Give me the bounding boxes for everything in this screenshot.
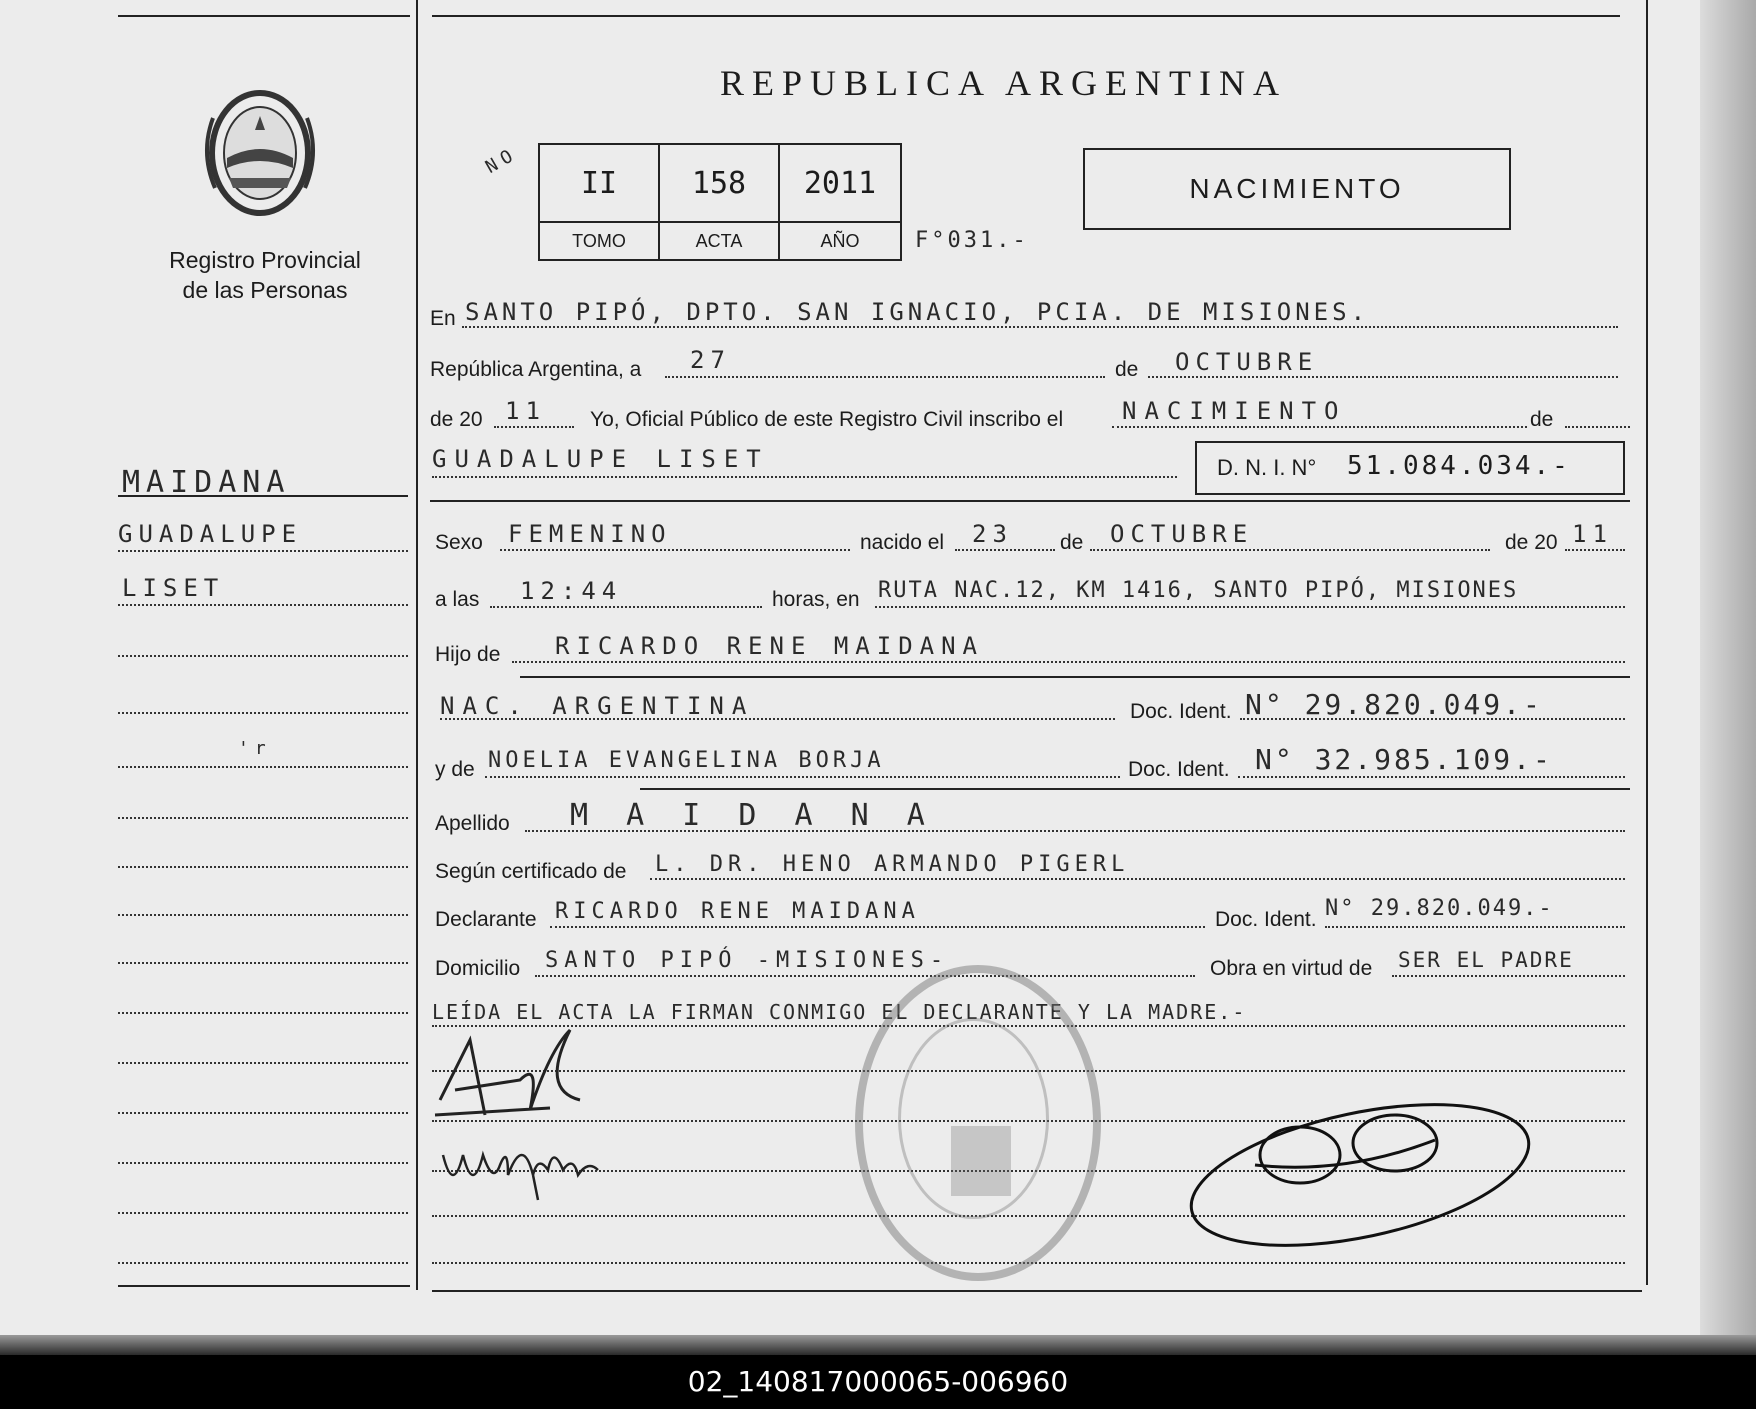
de20-label: de 20	[430, 408, 483, 431]
de20-label-2: de 20	[1505, 531, 1558, 554]
padre-value: RICARDO RENE MAIDANA	[555, 632, 984, 660]
nac-dia-line	[955, 549, 1055, 551]
margin-line	[118, 766, 408, 768]
madre-doc-line	[1238, 776, 1625, 778]
column-divider	[416, 0, 418, 1290]
dia-line	[665, 376, 1105, 378]
de-label-2: de	[1530, 408, 1554, 431]
acta-label: ACTA	[660, 223, 780, 259]
officer-signature	[1185, 1085, 1545, 1255]
mes-line	[1148, 376, 1618, 378]
image-id-caption: 02_140817000065-006960	[0, 1355, 1756, 1409]
tomo-value: II	[540, 145, 660, 223]
anio-label: AÑO	[820, 230, 860, 251]
de-label: de	[1115, 358, 1139, 381]
stamp-inner-ring	[898, 1018, 1049, 1219]
hora-line	[490, 606, 762, 608]
margin-rule-1	[118, 495, 408, 497]
bottom-rule-right	[432, 1290, 1642, 1292]
lugar-nac-line	[875, 606, 1625, 608]
madre-line	[485, 776, 1120, 778]
margin-line-3	[118, 604, 408, 606]
padre-doc-label: Doc. Ident.	[1130, 700, 1232, 723]
dia-value: 27	[690, 346, 731, 374]
stamp-emblem	[951, 1126, 1011, 1196]
alas-label: a las	[435, 588, 480, 611]
lugar-line	[462, 326, 1618, 328]
top-rule-right	[432, 15, 1620, 17]
right-border	[1646, 0, 1648, 1285]
anio-line	[494, 426, 574, 428]
nac-mes-line	[1090, 549, 1490, 551]
margin-line	[118, 1262, 408, 1264]
country-title: REPUBLICA ARGENTINA	[720, 63, 1288, 103]
de-line	[1565, 426, 1630, 428]
margin-line	[118, 1162, 408, 1164]
margin-line	[118, 1012, 408, 1014]
declarante-doc-label: Doc. Ident.	[1215, 908, 1317, 931]
hora-value: 12:44	[520, 577, 623, 605]
dni-box	[1195, 441, 1625, 495]
margin-mark-no: NO	[482, 142, 522, 179]
margin-line	[118, 655, 408, 657]
section-rule-2	[520, 676, 1630, 678]
margin-line	[118, 1112, 408, 1114]
hijo-label: Hijo de	[435, 643, 501, 666]
horas-label: horas, en	[772, 588, 860, 611]
yde-label: y de	[435, 758, 475, 781]
padre-nac-line	[440, 718, 1115, 720]
sexo-line	[500, 549, 850, 551]
office-line-1: Registro Provincial	[169, 247, 361, 273]
de-label-3: de	[1060, 531, 1084, 554]
sexo-label: Sexo	[435, 531, 483, 554]
dni-value: 51.084.034.-	[1347, 451, 1571, 481]
declarante-label: Declarante	[435, 908, 537, 931]
margin-line	[118, 712, 408, 714]
declarante-doc-value: N° 29.820.049.-	[1325, 896, 1554, 921]
madre-doc-label: Doc. Ident.	[1128, 758, 1230, 781]
en-label: En	[430, 307, 456, 330]
nac-mes-value: OCTUBRE	[1110, 520, 1254, 548]
republica-label: República Argentina, a	[430, 358, 642, 381]
mes-value: OCTUBRE	[1175, 348, 1319, 376]
margin-line	[118, 817, 408, 819]
lugar-nac-value: RUTA NAC.12, KM 1416, SANTO PIPÓ, MISIONES	[878, 578, 1519, 603]
nac-anio-line	[1565, 549, 1625, 551]
declarant-signature	[430, 1020, 630, 1140]
padre-doc-value: N° 29.820.049.-	[1245, 688, 1543, 721]
nombre-line	[432, 476, 1177, 478]
margin-surname: MAIDANA	[122, 465, 291, 500]
acta-reference-table	[538, 143, 902, 261]
obra-value: SER EL PADRE	[1398, 948, 1574, 972]
sexo-value: FEMENINO	[508, 520, 672, 548]
madre-doc-value: N° 32.985.109.-	[1255, 743, 1553, 776]
margin-line	[118, 1062, 408, 1064]
dni-label: D. N. I. N°	[1217, 455, 1317, 480]
obra-label: Obra en virtud de	[1210, 957, 1373, 980]
declarante-line	[550, 926, 1205, 928]
record-type-box: NACIMIENTO	[1083, 148, 1511, 230]
margin-mark: 'r	[238, 738, 272, 759]
declarante-doc-line	[1325, 926, 1625, 928]
padre-nac-value: NAC. ARGENTINA	[440, 692, 755, 720]
nac-dia-value: 23	[972, 520, 1013, 548]
inscripcion-line	[1112, 426, 1527, 428]
page-bottom-shadow	[0, 1335, 1756, 1355]
certificado-line	[650, 878, 1625, 880]
inscripcion-value: NACIMIENTO	[1122, 397, 1347, 425]
registry-office-name	[140, 245, 390, 305]
anio-value: 2011	[780, 145, 900, 223]
lugar-value: SANTO PIPÓ, DPTO. SAN IGNACIO, PCIA. DE MISIONES.	[465, 298, 1370, 326]
margin-line	[118, 962, 408, 964]
margin-line	[118, 1212, 408, 1214]
madre-value: NOELIA EVANGELINA BORJA	[488, 748, 885, 773]
acta-value: 158	[660, 145, 780, 223]
top-rule-left	[118, 15, 410, 17]
nac-anio-value: 11	[1572, 520, 1613, 548]
declarante-value: RICARDO RENE MAIDANA	[555, 899, 920, 924]
official-stamp	[855, 965, 1101, 1281]
section-rule-3	[640, 788, 1630, 790]
nacido-label: nacido el	[860, 531, 945, 554]
domicilio-label: Domicilio	[435, 957, 521, 980]
bottom-rule-left	[118, 1285, 410, 1287]
domicilio-line	[535, 975, 1195, 977]
apellido-label: Apellido	[435, 812, 510, 835]
certificado-label: Según certificado de	[435, 860, 627, 883]
margin-line	[118, 914, 408, 916]
folio-number: F°031.-	[915, 228, 1029, 253]
margin-line	[118, 866, 408, 868]
margin-first-name: GUADALUPE	[118, 520, 303, 548]
anio-corto-value: 11	[505, 397, 546, 425]
oficial-text: Yo, Oficial Público de este Registro Civil inscribo el	[590, 408, 1064, 431]
nombre-value: GUADALUPE LISET	[432, 445, 769, 473]
mother-signature	[438, 1125, 638, 1205]
tomo-label: TOMO	[540, 223, 660, 259]
margin-line-2	[118, 550, 408, 552]
provincial-seal-icon	[195, 88, 325, 218]
margin-second-name: LISET	[122, 574, 225, 602]
apellido-value: M A I D A N A	[570, 798, 935, 833]
obra-line	[1392, 975, 1625, 977]
section-rule-1	[430, 500, 1630, 502]
office-line-2: de las Personas	[182, 277, 348, 303]
lectura-value: LEÍDA EL ACTA LA FIRMAN CONMIGO EL DECLARANTE Y LA MADRE.-	[432, 1000, 1247, 1024]
certificado-value: L. DR. HENO ARMANDO PIGERL	[655, 852, 1130, 877]
page-edge-shadow	[1700, 0, 1756, 1345]
padre-line	[512, 661, 1625, 663]
domicilio-value: SANTO PIPÓ -MISIONES-	[545, 948, 950, 973]
